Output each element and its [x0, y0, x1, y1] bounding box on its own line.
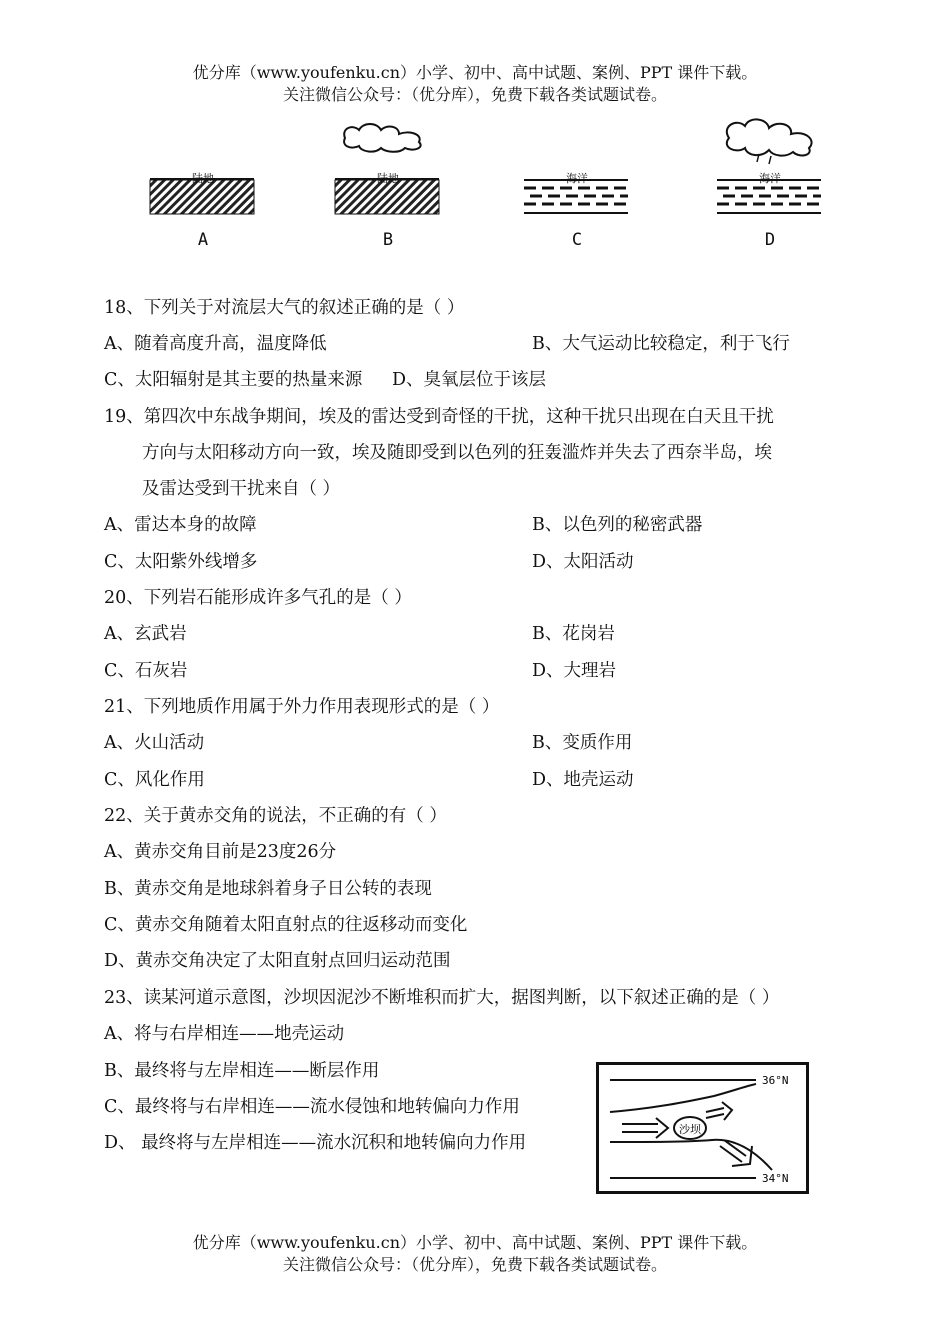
- q20-option-c: C、石灰岩: [104, 661, 188, 681]
- q20-stem: 20、下列岩石能形成许多气孔的是（ ）: [104, 588, 412, 608]
- q18-stem: 18、下列关于对流层大气的叙述正确的是（ ）: [104, 298, 465, 318]
- q20-option-a: A、玄武岩: [104, 624, 187, 644]
- q18-option-d: D、臭氧层位于该层: [391, 370, 546, 390]
- panel-d: [715, 118, 825, 268]
- q20-option-b: B、花岗岩: [532, 624, 615, 644]
- q18-options-row2: [104, 368, 546, 392]
- page-header: [0, 62, 950, 106]
- q18-option-b: B、大气运动比较稳定，利于飞行: [532, 334, 790, 354]
- panel-a: [148, 118, 258, 268]
- q23-option-c: C、最终将与右岸相连——流水侵蚀和地转偏向力作用: [104, 1097, 520, 1117]
- q18-option-a: A、随着高度升高，温度降低: [104, 334, 327, 354]
- lat-label-bottom: 34°N: [762, 1172, 789, 1185]
- q21-options-row2: [104, 768, 634, 792]
- q21-option-a: A、火山活动: [104, 733, 205, 753]
- q21-options-row1: [104, 731, 633, 755]
- q21-stem: 21、下列地质作用属于外力作用表现形式的是（ ）: [104, 697, 500, 717]
- q20-options-row1: [104, 622, 615, 646]
- q19-options-row1: [104, 513, 703, 537]
- q19-stem-line-1: 19、第四次中东战争期间，埃及的雷达受到奇怪的干扰，这种干扰只出现在白天且干扰: [104, 407, 774, 427]
- q19-stem-line-3: 及雷达受到干扰来自（ ）: [142, 479, 341, 499]
- footer-line-2: 关注微信公众号：（优分库），免费下载各类试题试卷。: [282, 1255, 667, 1274]
- q18-options-row1: [104, 332, 790, 356]
- q21-option-b: B、变质作用: [532, 733, 633, 753]
- q22-stem: 22、关于黄赤交角的说法，不正确的有（ ）: [104, 806, 447, 826]
- q22-option-a: A、黄赤交角目前是23度26分: [104, 842, 337, 862]
- cloud-icon: [344, 124, 421, 152]
- q21-option-c: C、风化作用: [104, 770, 205, 790]
- q23-stem: 23、读某河道示意图，沙坝因泥沙不断堆积而扩大，据图判断，以下叙述正确的是（ ）: [104, 988, 780, 1008]
- header-line-1: 优分库（www.youfenku.cn）小学、初中、高中试题、案例、PPT 课件下载。: [192, 63, 758, 82]
- panel-b-letter: B: [382, 230, 394, 250]
- panel-a-label: 陆地: [192, 172, 214, 185]
- q23-option-a: A、将与右岸相连——地壳运动: [104, 1024, 345, 1044]
- q19-options-row2: [104, 550, 634, 574]
- q22-option-b: B、黄赤交角是地球斜着身子日公转的表现: [104, 879, 432, 899]
- q21-option-d: D、地壳运动: [532, 770, 634, 790]
- panel-a-letter: A: [197, 230, 209, 250]
- panel-c: [522, 118, 632, 268]
- q19-option-d: D、太阳活动: [532, 552, 634, 572]
- panel-c-label: 海洋: [566, 172, 588, 185]
- q19-option-b: B、以色列的秘密武器: [532, 515, 703, 535]
- river-diagram: [596, 1062, 809, 1194]
- footer-line-1: 优分库（www.youfenku.cn）小学、初中、高中试题、案例、PPT 课件下载。: [192, 1233, 758, 1252]
- q19-stem-line-2: 方向与太阳移动方向一致，埃及随即受到以色列的狂轰滥炸并失去了西奈半岛，埃: [142, 443, 772, 463]
- q23-option-b: B、最终将与左岸相连——断层作用: [104, 1061, 380, 1081]
- header-line-2: 关注微信公众号：（优分库），免费下载各类试题试卷。: [282, 85, 667, 104]
- lat-label-top: 36°N: [762, 1074, 789, 1087]
- panel-b: [333, 118, 443, 268]
- q18-option-c: C、太阳辐射是其主要的热量来源: [104, 370, 363, 390]
- q20-options-row2: [104, 659, 617, 683]
- q19-option-a: A、雷达本身的故障: [104, 515, 257, 535]
- climate-figure: [140, 118, 840, 268]
- sand-bar-label: 沙坝: [679, 1123, 701, 1136]
- page-footer: [0, 1232, 950, 1276]
- q20-option-d: D、大理岩: [532, 661, 617, 681]
- cloud-icon: [727, 119, 812, 155]
- river-channel-drawing: [596, 1062, 809, 1194]
- q23-option-d: D、 最终将与左岸相连——流水沉积和地转偏向力作用: [104, 1133, 527, 1153]
- panel-d-label: 海洋: [759, 172, 781, 185]
- panel-c-letter: C: [571, 230, 583, 250]
- panel-b-label: 陆地: [377, 172, 399, 185]
- panel-d-letter: D: [764, 230, 776, 250]
- q22-option-d: D、黄赤交角决定了太阳直射点回归运动范围: [104, 951, 451, 971]
- q19-option-c: C、太阳紫外线增多: [104, 552, 258, 572]
- q22-option-c: C、黄赤交角随着太阳直射点的往返移动而变化: [104, 915, 468, 935]
